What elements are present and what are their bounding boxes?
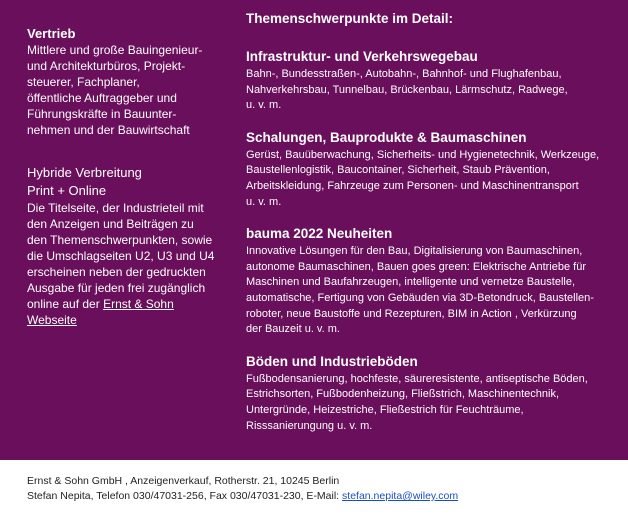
footer-contact-text: Stefan Nepita, Telefon 030/47031-256, Fax 030/47031-230, E-Mail:: [27, 490, 343, 502]
section-line: Arbeitskleidung, Fahrzeuge zum Personen- und Maschinentransport: [246, 179, 579, 192]
section-title: bauma 2022 Neuheiten: [246, 226, 393, 242]
section-line: roboter, neue Baustoffe und Rezepturen, BIM in Action , Verkürzung: [246, 307, 577, 320]
section-line: Untergründe, Heizestriche, Fließestrich für Feuchträume,: [246, 403, 524, 416]
section-line: Maschinen und Baufahrzeugen, intelligente und vernetze Baustelle,: [246, 276, 576, 289]
hybrid-line: die Umschlagseiten U2, U3 und U4: [27, 249, 215, 263]
section-line: der Bauzeit u. v. m.: [246, 323, 340, 336]
section-boeden: [246, 353, 618, 434]
hybrid-line: den Themenschwerpunkten, sowie: [27, 233, 213, 247]
hybrid-title: Hybride Verbreitung: [27, 165, 142, 180]
hybrid-subtitle: Print + Online: [27, 183, 107, 198]
vertrieb-line: nehmen und der Bauwirtschaft: [27, 123, 190, 137]
website-link[interactable]: Ernst & Sohn: [103, 297, 174, 311]
section-line: automatische, Fertigung von Gebäuden via 3D-Betondruck, Baustellen-: [246, 291, 594, 304]
section-title: Infrastruktur- und Verkehrswegebau: [246, 49, 478, 64]
footer-address: Ernst & Sohn GmbH , Anzeigenverkauf, Rotherstr. 21, 10245 Berlin: [27, 475, 340, 487]
hybrid-line: Die Titelseite, der Industrieteil mit: [27, 201, 204, 215]
section-line: u. v. m.: [246, 195, 282, 208]
vertrieb-line: öffentliche Auftraggeber und: [27, 91, 177, 105]
hybrid-line: Ausgabe für jeden frei zugänglich: [27, 281, 206, 295]
section-line: Innovative Lösungen für den Bau, Digitalisierung von Baumaschinen,: [246, 245, 583, 258]
section-bauma: [246, 225, 618, 338]
section-line: Nahverkehrsbau, Tunnelbau, Brückenbau, Lärmschutz, Radwege,: [246, 83, 568, 96]
vertrieb-line: und Architekturbüros, Projekt-: [27, 59, 186, 73]
vertrieb-line: Führungskräfte in Bauunter-: [27, 107, 177, 121]
footer-contact: [27, 489, 617, 504]
website-link-continued[interactable]: Webseite: [27, 313, 77, 327]
left-column: [27, 25, 232, 328]
vertrieb-block: [27, 25, 232, 138]
hybrid-link-line-2: [27, 312, 232, 328]
vertrieb-line: Mittlere und große Bauingenieur-: [27, 43, 203, 57]
section-line: Risssanierungung u. v. m.: [246, 419, 373, 432]
vertrieb-line: steuerer, Fachplaner,: [27, 75, 140, 89]
hybrid-link-line: [27, 296, 232, 312]
section-line: Baustellenlogistik, Baucontainer, Sicherheit, Staub Prävention,: [246, 164, 550, 177]
hybrid-line: den Anzeigen und Beiträgen zu: [27, 217, 194, 231]
hybrid-line: erscheinen neben der gedruckten: [27, 265, 206, 279]
section-title: Böden und Industrieböden: [246, 353, 418, 369]
right-column: [246, 10, 618, 449]
section-line: Fußbodensanierung, hochfeste, säureresistente, antiseptische Böden,: [246, 372, 588, 385]
hybrid-link-prefix: online auf der: [27, 297, 104, 311]
vertrieb-title: Vertrieb: [27, 26, 76, 41]
section-line: Estrichsorten, Fußbodenheizung, Fließstrich, Maschinentechnik,: [246, 388, 560, 401]
footer: [27, 474, 617, 504]
email-link[interactable]: stefan.nepita@wiley.com: [342, 490, 459, 502]
section-line: Gerüst, Bauüberwachung, Sicherheits- und Hygienetechnik, Werkzeuge,: [246, 148, 600, 161]
section-line: autonome Baumaschinen, Bauen goes green: Elektrische Antriebe für: [246, 260, 586, 273]
section-line: Bahn-, Bundesstraßen-, Autobahn-, Bahnhof- und Flughafenbau,: [246, 68, 562, 80]
hybrid-block: [27, 164, 232, 328]
section-infrastruktur: [246, 48, 618, 114]
section-schalungen: [246, 129, 618, 210]
section-title: Schalungen, Bauprodukte & Baumaschinen: [246, 129, 527, 145]
topics-title: Themenschwerpunkte im Detail:: [246, 11, 454, 26]
section-line: u. v. m.: [246, 99, 282, 112]
